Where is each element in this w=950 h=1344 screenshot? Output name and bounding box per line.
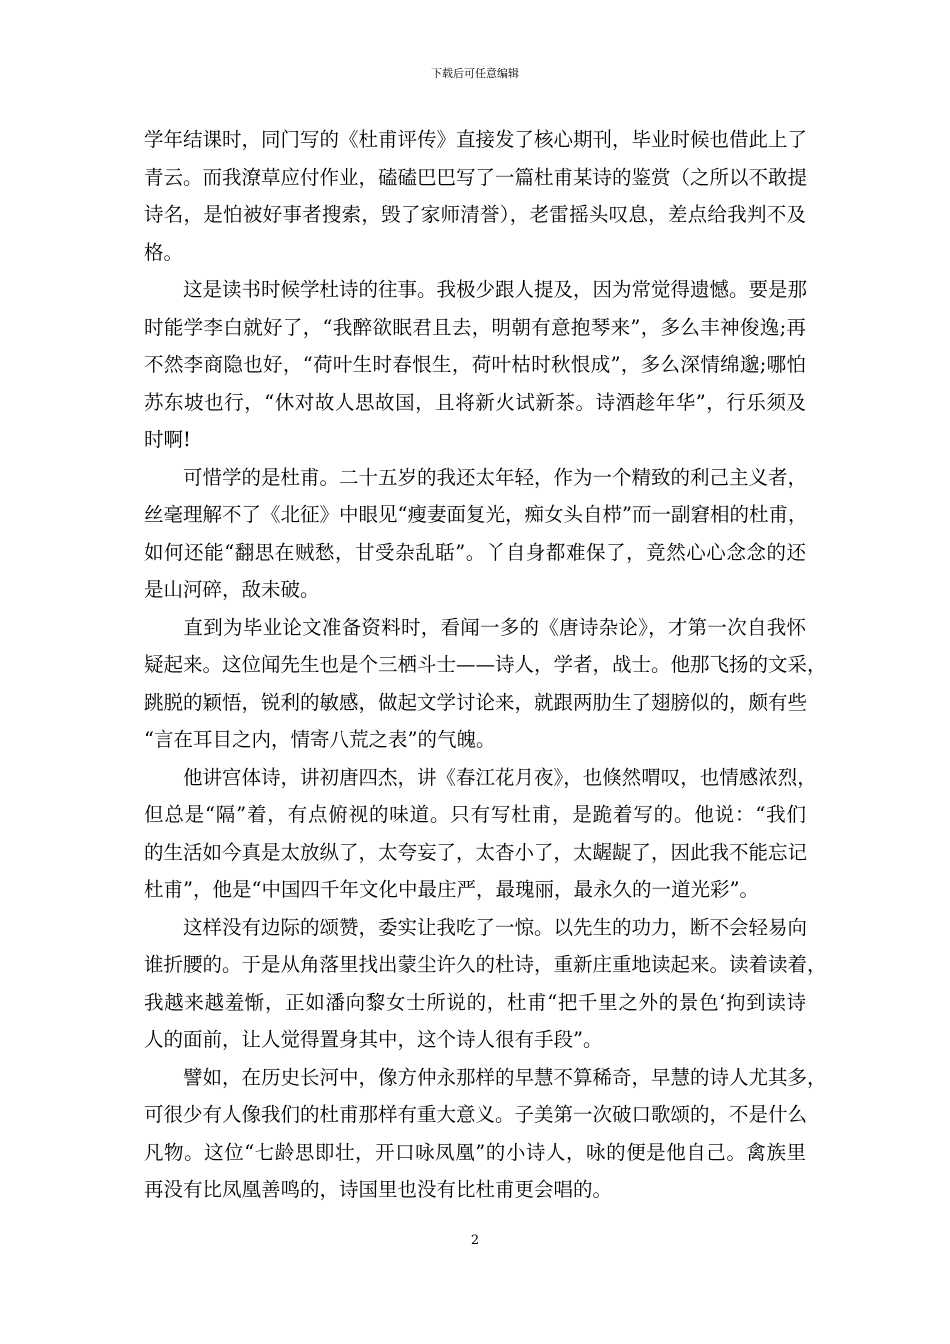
- paragraph: [144, 759, 817, 909]
- paragraph: [144, 121, 806, 271]
- page-header: 下载后可任意编辑: [431, 67, 519, 80]
- text-line: 直到为毕业论文准备资料时，看闻一多的《唐诗杂论》，才第一次自我怀: [144, 615, 806, 639]
- text-line: 跳脱的颖悟，锐利的敏感，做起文学讨论来，就跟两肋生了翅膀似的，颇有些: [144, 690, 808, 714]
- text-line: 这是读书时候学杜诗的往事。我极少跟人提及，因为常觉得遗憾。要是那: [144, 278, 808, 301]
- text-line: 时能学李白就好了，“我醉欲眠君且去，明朝有意抱琴来”，多么丰神俊逸;再: [144, 315, 806, 339]
- text-line: 譬如，在历史长河中，像方仲永那样的早慧不算稀奇，早慧的诗人尤其多，: [144, 1065, 827, 1089]
- text-line: 时啊!: [144, 428, 191, 451]
- text-line: 格。: [144, 240, 184, 264]
- text-line: 谁折腰的。于是从角落里找出蒙尘许久的杜诗，重新庄重地读起来。读着读着，: [144, 953, 827, 976]
- paragraph: [144, 271, 806, 459]
- text-line: 人的面前，让人觉得置身其中，这个诗人很有手段”。: [144, 1028, 603, 1051]
- paragraph: [144, 609, 827, 759]
- text-line: 丝毫理解不了《北征》中眼见“瘦妻面复光，痴女头自栉”而一副窘相的杜甫，: [144, 503, 808, 526]
- paragraph: [144, 909, 827, 1059]
- text-line: 不然李商隐也好，“荷叶生时春恨生，荷叶枯时秋恨成”，多么深情绵邈;哪怕: [144, 353, 806, 376]
- text-line: 凡物。这位“七龄思即壮，开口咏凤凰”的小诗人，咏的便是他自己。禽族里: [144, 1140, 806, 1164]
- text-line: 诗名，是怕被好事者搜索，毁了家师清誉），老雷摇头叹息，差点给我判不及: [144, 203, 806, 226]
- text-line: 再没有比凤凰善鸣的，诗国里也没有比杜甫更会唱的。: [144, 1178, 613, 1201]
- text-line: 如何还能“翻思在贼愁，甘受杂乱聒”。丫自身都难保了，竟然心心念念的还: [144, 540, 806, 564]
- text-line: “言在耳目之内，情寄八荒之表”的气魄。: [144, 728, 496, 751]
- text-line: 我越来越羞惭，正如潘向黎女士所说的，杜甫“把千里之外的景色‘拘到读诗: [144, 990, 806, 1014]
- page-number: 2: [470, 1233, 480, 1248]
- text-line: 是山河碎，敌未破。: [144, 578, 320, 601]
- text-line: 他讲宫体诗，讲初唐四杰，讲《春江花月夜》，也倏然喟叹，也情感浓烈，: [144, 765, 817, 789]
- paragraph: [144, 1059, 827, 1209]
- text-line: 可很少有人像我们的杜甫那样有重大意义。子美第一次破口歌颂的，不是什么: [144, 1103, 808, 1126]
- text-line: 杜甫”，他是“中国四千年文化中最庄严，最瑰丽，最永久的一道光彩”。: [144, 878, 759, 901]
- paragraph: [144, 459, 806, 609]
- text-line: 苏东坡也行，“休对故人思故国，且将新火试新茶。诗酒趁年华”，行乐须及: [144, 390, 806, 414]
- text-line: 但总是“隔”着，有点俯视的味道。只有写杜甫，是跪着写的。他说：“我们: [144, 803, 806, 826]
- text-line: 这样没有边际的颂赞，委实让我吃了一惊。以先生的功力，断不会轻易向: [144, 915, 808, 939]
- text-line: 学年结课时，同门写的《杜甫评传》直接发了核心期刊，毕业时候也借此上了: [144, 128, 808, 151]
- text-line: 青云。而我潦草应付作业，磕磕巴巴写了一篇杜甫某诗的鉴赏（之所以不敢提: [144, 165, 808, 189]
- text-line: 可惜学的是杜甫。二十五岁的我还太年轻，作为一个精致的利己主义者，: [144, 465, 808, 489]
- document-body: [144, 121, 827, 1209]
- text-line: 疑起来。这位闻先生也是个三栖斗士——诗人，学者，战士。他那飞扬的文采，: [144, 653, 827, 676]
- text-line: 的生活如今真是太放纵了，太夸妄了，太杳小了，太龌龊了，因此我不能忘记: [144, 840, 808, 864]
